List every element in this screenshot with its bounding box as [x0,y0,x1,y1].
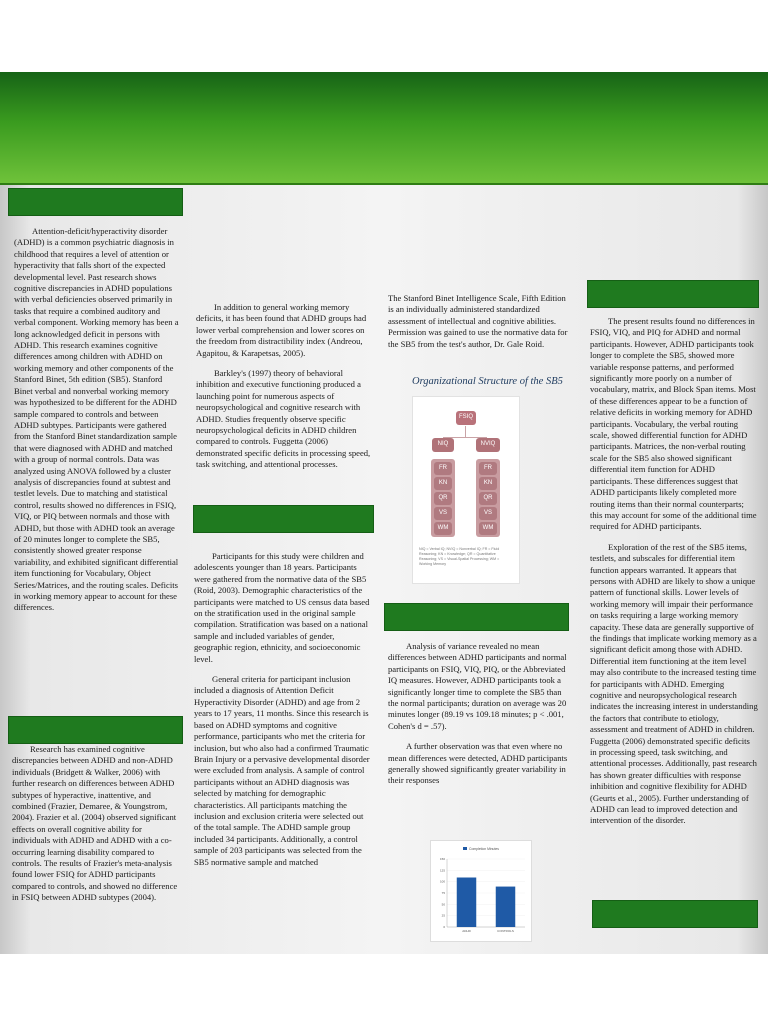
org-node-niq: NIQ [432,438,454,452]
bar-adhd [457,878,477,927]
abstract-paragraph: Attention-deficit/hyperactivity disorder (ADHD) is a common psychiatric diagnosis in childhood that requires a level of attention or hyperactivity that falls short of the expected developmental level. Past research shows cognitive discrepancies in ADHD populations with verbal deficiencies observed primarily in tasks that require a combined auditory and verbal component. Working memory has been a long acknowledged deficit in persons with ADHD. This research examines cognitive differences among children with ADHD on working memory and other components of the Stanford Binet, 5th edition (SB5). Stanford Binet verbal and nonverbal working memory was hypothesized to be different for the ADHD sample compared to controls and between ADHD subtypes. Participants were gathered from the Stanford Binet standardization sample that were diagnosed with ADHD and matched with a group of normal controls. Data was analyzed using ANOVA followed by a cluster analysis of discrepancies found at subtest and testlet levels. Due to matching and statistical control, results showed no differences in FSIQ, VIQ, or PIQ between normals and those with ADHD, but those with ADHD took an average of 20 minutes longer to complete the SB5, consistently showed greater response variability, and exhibited significant differential item functioning for Vocabulary, Object Series/Matrices, and the routing scales. Deficits in working memory appear to account for these differences. [14,226,179,613]
y-tick-label: 50 [441,902,445,907]
literature-paragraph-3: Barkley's (1997) theory of behavioral inhibition and executive functioning produced a launching point for numerous aspects of neuropsychological and cognitive research with ADHD. Studies frequently observe specific neuropsychological deficits in ADHD children compared to controls. Fuggetta (2006) demonstrated specific deficits in processing speed, task switching, and attentional processes. [196,368,371,470]
completion-time-chart [430,840,532,942]
method-paragraph-1: Participants for this study were children and adolescents younger than 18 years. Participants were gathered from the normative data of the SB5 (Roid, 2003). Demographic characteristics of the participants were matched to US census data based on the stratification used in the original sample compilation. Stratification was based on a national sample and included variables of gender, geographic region, ethnicity, and socioeconomic level. [194,551,370,664]
section-bar-abstract [8,188,183,216]
section-bar-discussion [587,280,759,308]
y-tick-label: 100 [439,879,445,884]
org-node-qr: QR [479,492,497,505]
literature-column [12,744,180,913]
org-node-qr: QR [434,492,452,505]
literature-continued-column [196,302,372,480]
section-bar-results [384,603,569,631]
org-node-kn: KN [479,477,497,490]
org-node-fsiq: FSIQ [456,411,476,425]
instrument-paragraph: The Stanford Binet Intelligence Scale, Fifth Edition is an individually administered standardized assessment of intellectual and cognitive abilities. Permission was gained to use the normative data for the SB5 from the test's author, Dr. Gale Roid. [388,293,568,349]
title-banner [0,72,768,185]
results-column [388,641,570,796]
y-tick-label: 150 [439,857,445,861]
org-node-vs: VS [479,507,497,520]
instrument-column [388,293,568,359]
discussion-paragraph-1: The present results found no differences in FSIQ, VIQ, and PIQ for ADHD and normal participants. However, ADHD participants took longer to complete the SB5, showed more variable response patterns, and performed significantly more poorly on a number of vocabulary, matrix, and Block Span items. Most of these differences appear to be a function of relative deficits in working memory for ADHD participants. Vocabulary, the verbal routing scale, showed differential function for ADHD participants. Matrices, the non-verbal routing scale for the SB5 also showed significant differential item function for ADHD participants. These differences suggest that ADHD participants likely completed more routing items than their normal counterparts; this may account for some of the additional time required for ADHD participants. [590,316,757,532]
discussion-paragraph-2: Exploration of the rest of the SB5 items, testlets, and subscales for differential item function appears warranted. It appears that persons with ADHD are likely to show a unique pattern of functional skills. Lower levels of working memory will impair their performance on tasks requiring a large working memory capacity. These data are generally supportive of the findings that implicate working memory as a significant deficit among those with ADHD. Differential item functioning at the item level may also contribute to the increased testing time for participants with ADHD. Emerging cognitive and neuropsychological research indicates the increasing interest in understanding the factors that contribute to etiology, assessment and treatment of ADHD in children. Fuggetta (2006) demonstrated specific deficits in processing speed, task switching, and attentional processes. Additionally, past research has shown greater difficulties with response inhibition and cognitive flexibility for ADHD (Geurts et al., 2005). Further understanding of ADHD can lead to improved detection and intervention of the disorder. [590,541,758,826]
org-node-fr: FR [434,462,452,475]
literature-paragraph-2: In addition to general working memory deficits, it has been found that ADHD groups had lower verbal comprehension and lower scores on the freedom from distractibility index (Andreou, Agapitou, & Karapetsas, 2005). [196,302,367,358]
legend-swatch [463,847,467,850]
y-tick-label: 25 [441,913,445,918]
org-node-kn: KN [434,477,452,490]
bar-chart-svg [431,841,531,941]
y-tick-label: 75 [441,891,445,895]
section-bar-references [592,900,758,928]
literature-paragraph-1: Research has examined cognitive discrepancies between ADHD and non-ADHD individuals (Bridgett & Walker, 2006) with further research on differences between ADHD subtypes of hyperactive, inattentive, and combined (Frazier, Demaree, & Youngstrom, 2004). Frazier et al. (2004) observed significant effects on overall cognitive ability for individuals with ADHD and ADHD with a co-occurring learning disability compared to controls. The results of Frazier's meta-analysis found lower FSIQ for ADHD participants compared to controls, and showed no difference in FSIQ between ADHD subtypes (2004). [12,744,178,903]
org-legend: NIQ = Verbal IQ; NVIQ = Nonverbal IQ; FR = Fluid Reasoning; KN = Knowledge; QR = Quantitative Reasoning; VS = Visual-Spatial Processing; WM = Working Memory [419,547,500,566]
legend-label: Completion Minutes [469,847,499,851]
method-paragraph-2: General criteria for participant inclusion included a diagnosis of Attention Deficit Hyperactivity Disorder (ADHD) and age from 2 years to 17 years, 11 months. Since this research is based on ADHD symptoms and cognitive performance, participants who met the criteria for inclusion, but who also had a confirmed Traumatic Brain Injury or a pervasive developmental disorder were excluded from analysis. A sample of control participants without an ADHD diagnosis was selected by matching for demographic characteristics. All participants matching the inclusion and exclusion criteria were selected out of the total sample. The ADHD sample group included 34 participants. Additionally, a control sample of 203 participants was selected from the SB5 normative sample and matched [194,674,370,867]
y-tick-label: 125 [439,868,445,873]
org-node-fr: FR [479,462,497,475]
method-column [194,551,372,877]
abstract-column [14,226,179,623]
section-bar-method [193,505,374,533]
bar-controls [496,887,516,927]
org-node-wm: WM [479,522,497,535]
results-paragraph-1: Analysis of variance revealed no mean differences between ADHD participants and normal participants on FSIQ, VIQ, PIQ, or the Abbreviated IQ measures. However, ADHD participants took a significantly longer time to complete the SB5 than the normal participants; duration on average was 20 minutes longer (89.19 vs 109.18 minutes; p < .001, Cohen's d = .57). [388,641,567,731]
results-paragraph-2: A further observation was that even where no mean differences were detected, ADHD participants generally showed significantly greater variability in their responses [388,741,568,786]
org-node-nviq: NVIQ [476,438,500,452]
sb5-structure-figure [412,396,520,584]
discussion-column [590,316,758,836]
y-tick-label: 0 [443,925,445,929]
x-tick-label: CONTROLS [497,929,514,933]
x-tick-label: ADHD [462,929,471,933]
section-bar-literature [8,716,183,744]
org-node-wm: WM [434,522,452,535]
figure-title: Organizational Structure of the SB5 [412,376,563,387]
org-node-vs: VS [434,507,452,520]
